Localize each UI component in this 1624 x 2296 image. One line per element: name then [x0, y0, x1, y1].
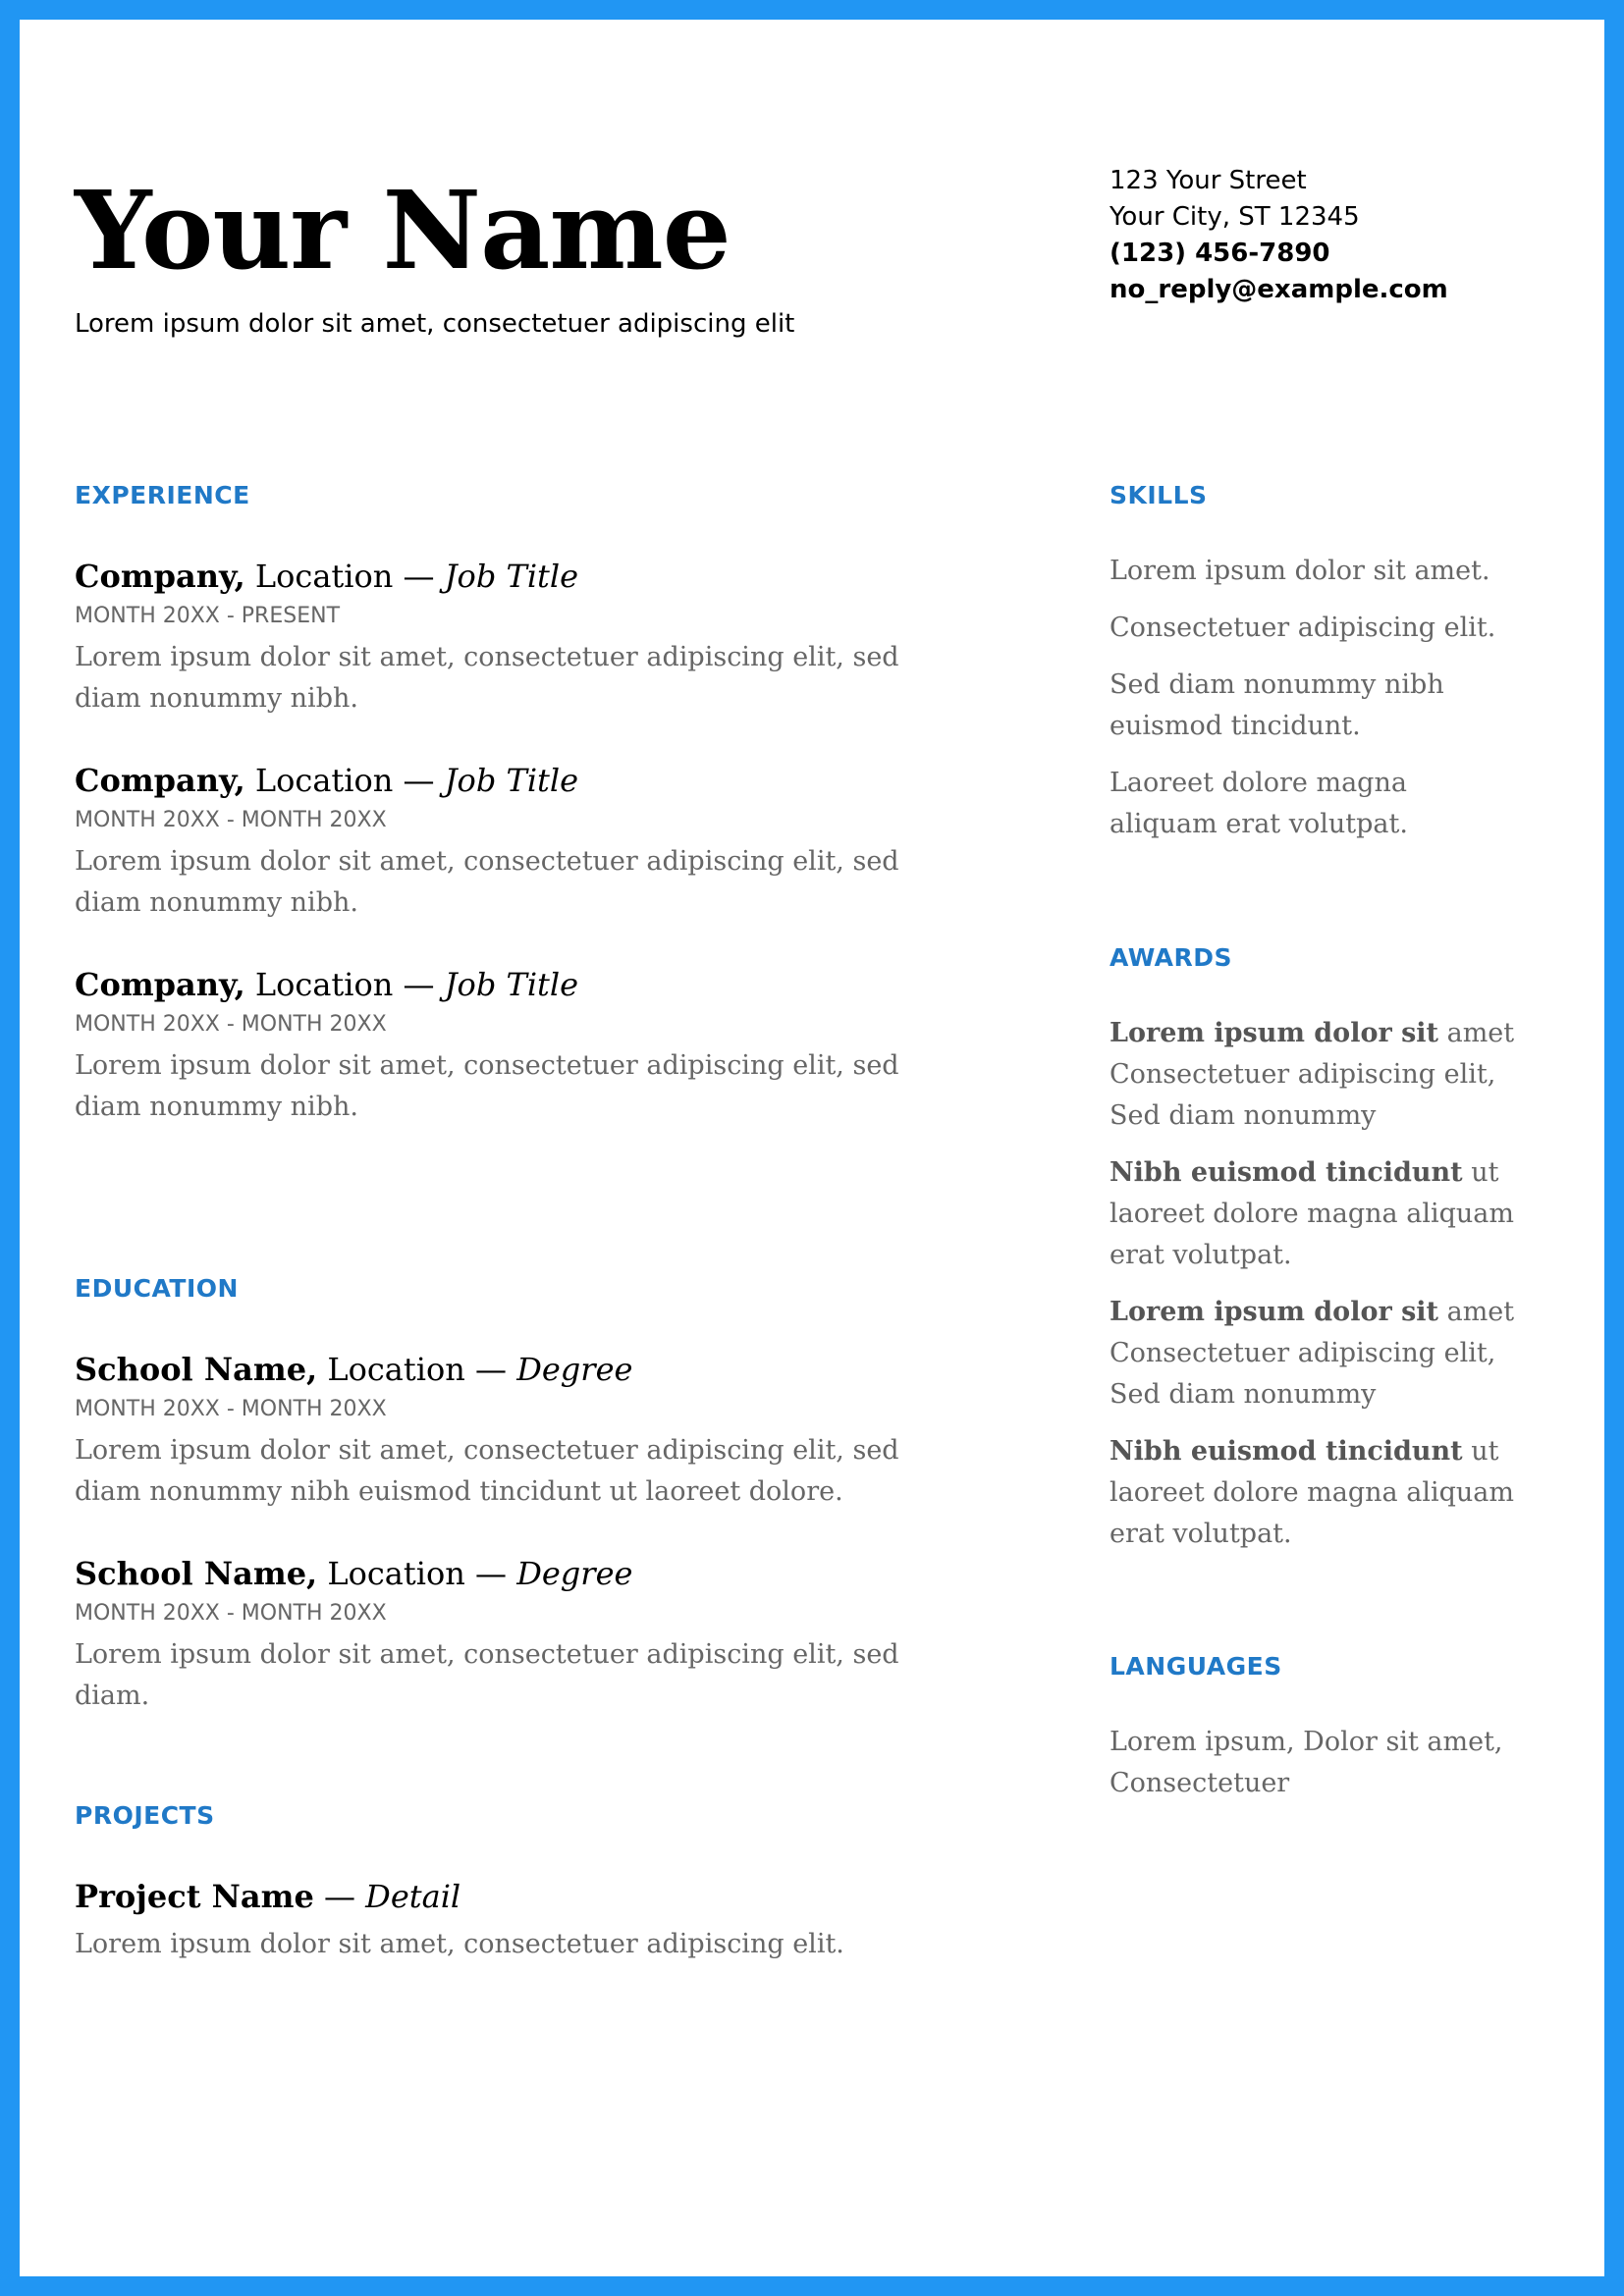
entry-org: Company, [75, 762, 245, 799]
project-entry [75, 1875, 958, 1965]
entry-title [75, 963, 958, 1006]
entry-org: School Name, [75, 1351, 318, 1388]
projects-heading: PROJECTS [75, 1801, 215, 1830]
entry-description: Lorem ipsum dolor sit amet, consectetuer adipiscing elit, sed diam nonummy nibh. [75, 1050, 899, 1122]
award-item [1110, 1431, 1522, 1555]
education-entry [75, 1552, 958, 1717]
project-separator: — [313, 1878, 366, 1915]
award-title: Nibh euismod tincidunt [1110, 1436, 1463, 1467]
awards-section [1110, 943, 1522, 1571]
entry-degree: Degree [516, 1351, 633, 1388]
award-item [1110, 1152, 1522, 1276]
awards-heading: AWARDS [1110, 943, 1233, 972]
languages-text: Lorem ipsum, Dolor sit amet, Consectetuer [1110, 1727, 1503, 1798]
education-heading: EDUCATION [75, 1274, 239, 1303]
entry-degree: Degree [516, 1555, 633, 1592]
award-item [1110, 1013, 1522, 1137]
entry-dates: MONTH 20XX - MONTH 20XX [75, 808, 387, 832]
skill-item: Consectetuer adipiscing elit. [1110, 613, 1496, 643]
entry-role: Job Title [444, 558, 579, 595]
entry-description: Lorem ipsum dolor sit amet, consectetuer adipiscing elit, sed diam nonummy nibh. [75, 846, 899, 918]
award-title: Lorem ipsum dolor sit [1110, 1297, 1439, 1327]
tagline: Lorem ipsum dolor sit amet, consectetuer adipiscing elit [75, 309, 795, 339]
projects-section [75, 1801, 958, 2004]
languages-heading: LANGUAGES [1110, 1652, 1282, 1681]
skills-section [1110, 481, 1522, 861]
project-name: Project Name [75, 1878, 314, 1915]
entry-description: Lorem ipsum dolor sit amet, consectetuer adipiscing elit, sed diam nonummy nibh euismod tincidunt ut laoreet dolore. [75, 1435, 899, 1507]
entry-title [75, 555, 958, 598]
entry-title [75, 1875, 958, 1918]
skill-item: Sed diam nonummy nibh euismod tincidunt. [1110, 669, 1444, 741]
award-text: amet Consectetuer adipiscing elit, Sed diam nonummy [1110, 1297, 1515, 1410]
resume-page [20, 20, 1604, 2276]
education-section [75, 1274, 958, 1756]
entry-title [75, 759, 958, 802]
skills-heading: SKILLS [1110, 481, 1208, 509]
contact-block [1110, 163, 1448, 308]
skill-item: Laoreet dolore magna aliquam erat volutpat. [1110, 768, 1408, 839]
contact-phone: (123) 456-7890 [1110, 239, 1330, 268]
entry-title [75, 1348, 958, 1391]
contact-city: Your City, ST 12345 [1110, 202, 1360, 232]
contact-street: 123 Your Street [1110, 166, 1307, 195]
entry-org: School Name, [75, 1555, 318, 1592]
entry-dates: MONTH 20XX - MONTH 20XX [75, 1397, 387, 1421]
entry-location: Location — [244, 762, 445, 799]
entry-location: Location — [317, 1351, 517, 1388]
award-text: amet Consectetuer adipiscing elit, Sed diam nonummy [1110, 1018, 1515, 1131]
award-item [1110, 1292, 1522, 1415]
skill-item: Lorem ipsum dolor sit amet. [1110, 556, 1490, 586]
entry-role: Job Title [444, 966, 579, 1003]
candidate-name: Your Name [75, 167, 731, 294]
entry-org: Company, [75, 966, 245, 1003]
entry-location: Location — [244, 966, 445, 1003]
entry-dates: MONTH 20XX - MONTH 20XX [75, 1601, 387, 1626]
entry-role: Job Title [444, 762, 579, 799]
experience-entry [75, 963, 958, 1128]
entry-location: Location — [317, 1555, 517, 1592]
entry-description: Lorem ipsum dolor sit amet, consectetuer adipiscing elit. [75, 1929, 844, 1959]
experience-entry [75, 759, 958, 924]
entry-org: Company, [75, 558, 245, 595]
experience-heading: EXPERIENCE [75, 481, 250, 509]
award-text: ut laoreet dolore magna aliquam erat volutpat. [1110, 1436, 1514, 1549]
entry-dates: MONTH 20XX - MONTH 20XX [75, 1012, 387, 1037]
contact-email: no_reply@example.com [1110, 275, 1448, 304]
award-title: Nibh euismod tincidunt [1110, 1157, 1463, 1188]
languages-section [1110, 1652, 1522, 1820]
entry-description: Lorem ipsum dolor sit amet, consectetuer adipiscing elit, sed diam nonummy nibh. [75, 642, 899, 714]
education-entry [75, 1348, 958, 1513]
entry-title [75, 1552, 958, 1595]
award-text: ut laoreet dolore magna aliquam erat volutpat. [1110, 1157, 1514, 1270]
project-detail: Detail [365, 1878, 461, 1915]
entry-description: Lorem ipsum dolor sit amet, consectetuer adipiscing elit, sed diam. [75, 1639, 899, 1711]
experience-entry [75, 555, 958, 720]
award-title: Lorem ipsum dolor sit [1110, 1018, 1439, 1048]
experience-section [75, 481, 958, 1167]
entry-dates: MONTH 20XX - PRESENT [75, 604, 341, 628]
entry-location: Location — [244, 558, 445, 595]
